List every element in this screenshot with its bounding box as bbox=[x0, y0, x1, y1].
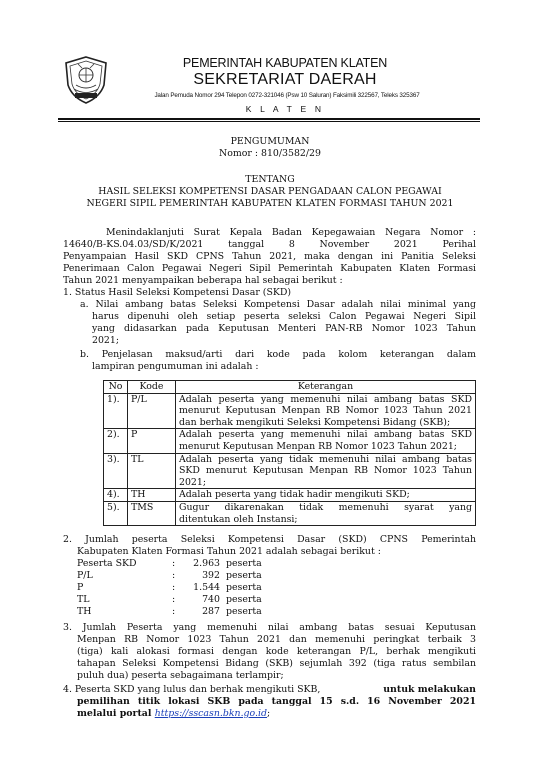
letterhead-address: Jalan Pemuda Nomor 294 Telepon 0272-321046 (Psw 10 Saluran) Faksimili 322567, Teleks 325367 bbox=[154, 92, 420, 99]
item-4-tail: ; bbox=[267, 708, 271, 719]
intro-line: Penerimaan Calon Pegawai Negeri Sipil Pemerintah Kabupaten Klaten Formasi bbox=[63, 263, 476, 274]
stat-label: TL bbox=[77, 594, 90, 605]
item-1a-line: harus dipenuhi oleh setiap peserta seleksi Calon Pegawai Negeri Sipil bbox=[92, 311, 476, 322]
table-header-no: No bbox=[104, 381, 128, 394]
item-1b-line: lampiran pengumuman ini adalah : bbox=[92, 361, 259, 372]
stat-value: 2.963 bbox=[193, 558, 220, 569]
intro-line: Menindaklanjuti Surat Kepala Badan Kepegawaian Negara Nomor : bbox=[106, 227, 476, 238]
stat-label: Peserta SKD bbox=[77, 558, 137, 569]
row-keterangan bbox=[176, 453, 476, 489]
keterangan-line: Gugur dikarenakan tidak memenuhi syarat yang bbox=[179, 501, 472, 513]
item-4-bold-line: pemilihan titik lokasi SKB pada tanggal 15 s.d. 16 November 2021 bbox=[77, 696, 476, 707]
row-keterangan bbox=[176, 489, 476, 502]
table-row bbox=[104, 501, 476, 525]
stat-unit: peserta bbox=[226, 582, 262, 593]
row-no: 2). bbox=[104, 429, 128, 453]
announcement-subject-line2: NEGERI SIPIL PEMERINTAH KABUPATEN KLATEN FORMASI TAHUN 2021 bbox=[86, 198, 454, 209]
intro-line: Penyampaian Hasil SKD CPNS Tahun 2021, maka dengan ini Panitia Seleksi bbox=[63, 251, 476, 262]
item-3-line: 3. Jumlah Peserta yang memenuhi nilai ambang batas sesuai Keputusan bbox=[63, 622, 476, 633]
row-kode: TL bbox=[128, 453, 176, 489]
item-3-line: tahapan Seleksi Kompetensi Bidang (SKB) sejumlah 392 (tiga ratus sembilan bbox=[77, 658, 476, 669]
table-row bbox=[104, 429, 476, 453]
item-2-line: 2. Jumlah peserta Seleksi Kompetensi Dasar (SKD) CPNS Pemerintah bbox=[63, 534, 476, 545]
table-header-keterangan: Keterangan bbox=[176, 381, 476, 394]
row-kode: TMS bbox=[128, 501, 176, 525]
table-row bbox=[104, 393, 476, 429]
keterangan-line: Adalah peserta yang memenuhi nilai ambang batas SKD bbox=[179, 429, 472, 441]
stat-colon: : bbox=[172, 582, 176, 593]
announcement-number: Nomor : 810/3582/29 bbox=[219, 148, 321, 159]
row-no: 5). bbox=[104, 501, 128, 525]
sscasn-portal-link[interactable]: https://sscasn.bkn.go.id bbox=[154, 708, 268, 719]
item-4-bold-text: melalui portal bbox=[77, 708, 155, 719]
item-1a-line: yang didasarkan pada Keputusan Menteri PAN-RB Nomor 1023 Tahun bbox=[92, 323, 476, 334]
keterangan-line: menurut Keputusan Menpan RB Nomor 1023 Tahun 2021 bbox=[179, 405, 472, 417]
row-kode: P bbox=[128, 429, 176, 453]
stat-unit: peserta bbox=[226, 570, 262, 581]
row-keterangan bbox=[176, 393, 476, 429]
stat-value: 287 bbox=[202, 606, 220, 617]
letterhead-government: PEMERINTAH KABUPATEN KLATEN bbox=[182, 56, 388, 70]
letterhead-rule-thin bbox=[58, 121, 480, 122]
stat-label: P/L bbox=[77, 570, 93, 581]
row-kode: P/L bbox=[128, 393, 176, 429]
intro-line: Tahun 2021 menyampaikan beberapa hal sebagai berikut : bbox=[63, 275, 343, 286]
keterangan-line: Adalah peserta yang memenuhi nilai ambang batas SKD bbox=[179, 393, 472, 405]
row-no: 1). bbox=[104, 393, 128, 429]
item-1a-line: a. Nilai ambang batas Seleksi Kompetensi Dasar adalah nilai minimal yang bbox=[80, 299, 476, 310]
stat-label: TH bbox=[77, 606, 92, 617]
keterangan-line: SKD menurut Keputusan Menpan RB Nomor 1023 Tahun bbox=[179, 465, 472, 477]
item-4-line bbox=[63, 684, 476, 696]
letterhead-city: K L A T E N bbox=[245, 104, 325, 114]
stat-unit: peserta bbox=[226, 558, 262, 569]
keterangan-line: Adalah peserta yang tidak hadir mengikuti SKD; bbox=[179, 489, 410, 501]
code-legend-table bbox=[103, 380, 476, 526]
keterangan-line: Adalah peserta yang tidak memenuhi nilai ambang batas bbox=[179, 453, 472, 465]
stat-unit: peserta bbox=[226, 594, 262, 605]
item-3-line: Menpan RB Nomor 1023 Tahun 2021 dan memenuhi peringkat terbaik 3 bbox=[77, 634, 476, 645]
row-no: 4). bbox=[104, 489, 128, 502]
stat-value: 1.544 bbox=[193, 582, 220, 593]
stat-unit: peserta bbox=[226, 606, 262, 617]
item-4-line bbox=[77, 708, 270, 720]
intro-line: 14640/B-KS.04.03/SD/K/2021 tanggal 8 November 2021 Perihal bbox=[63, 239, 476, 250]
stat-colon: : bbox=[172, 558, 176, 569]
stat-colon: : bbox=[172, 594, 176, 605]
table-row bbox=[104, 489, 476, 502]
table-header-row bbox=[104, 381, 476, 394]
table-row bbox=[104, 453, 476, 489]
row-no: 3). bbox=[104, 453, 128, 489]
item-1b-line: b. Penjelasan maksud/arti dari kode pada kolom keterangan dalam bbox=[80, 349, 476, 360]
kabupaten-klaten-crest-icon bbox=[62, 55, 110, 105]
row-kode: TH bbox=[128, 489, 176, 502]
keterangan-line: menurut Keputusan Menpan RB Nomor 1023 Tahun 2021; bbox=[179, 440, 457, 452]
stat-value: 392 bbox=[202, 570, 220, 581]
item-1a-line: 2021; bbox=[92, 335, 120, 346]
keterangan-line: ditentukan oleh Instansi; bbox=[179, 513, 298, 525]
stat-colon: : bbox=[172, 570, 176, 581]
announcement-title: PENGUMUMAN bbox=[230, 136, 310, 147]
stat-value: 740 bbox=[202, 594, 220, 605]
row-keterangan bbox=[176, 501, 476, 525]
keterangan-line: 2021; bbox=[179, 476, 207, 488]
announcement-tentang: TENTANG bbox=[245, 174, 295, 185]
letterhead-rule bbox=[58, 118, 480, 120]
item-1-label: 1. Status Hasil Seleksi Kompetensi Dasar (SKD) bbox=[63, 287, 292, 298]
letterhead-office: SEKRETARIAT DAERAH bbox=[193, 71, 377, 88]
stat-colon: : bbox=[172, 606, 176, 617]
item-3-line: (tiga) kali alokasi formasi dengan kode keterangan P/L, berhak mengikuti bbox=[77, 646, 476, 657]
item-4-plain-text: 4. Peserta SKD yang lulus dan berhak mengikuti SKB, bbox=[63, 684, 324, 695]
table-header-kode: Kode bbox=[128, 381, 176, 394]
announcement-subject-line1: HASIL SELEKSI KOMPETENSI DASAR PENGADAAN CALON PEGAWAI bbox=[98, 186, 442, 197]
item-2-line: Kabupaten Klaten Formasi Tahun 2021 adalah sebagai berikut : bbox=[77, 546, 381, 557]
keterangan-line: dan berhak mengikuti Seleksi Kompetensi Bidang (SKB); bbox=[179, 416, 451, 428]
item-4-bold-text: untuk melakukan bbox=[383, 684, 476, 695]
row-keterangan bbox=[176, 429, 476, 453]
stat-label: P bbox=[77, 582, 84, 593]
item-3-line: puluh dua) peserta sebagaimana terlampir; bbox=[77, 670, 284, 681]
